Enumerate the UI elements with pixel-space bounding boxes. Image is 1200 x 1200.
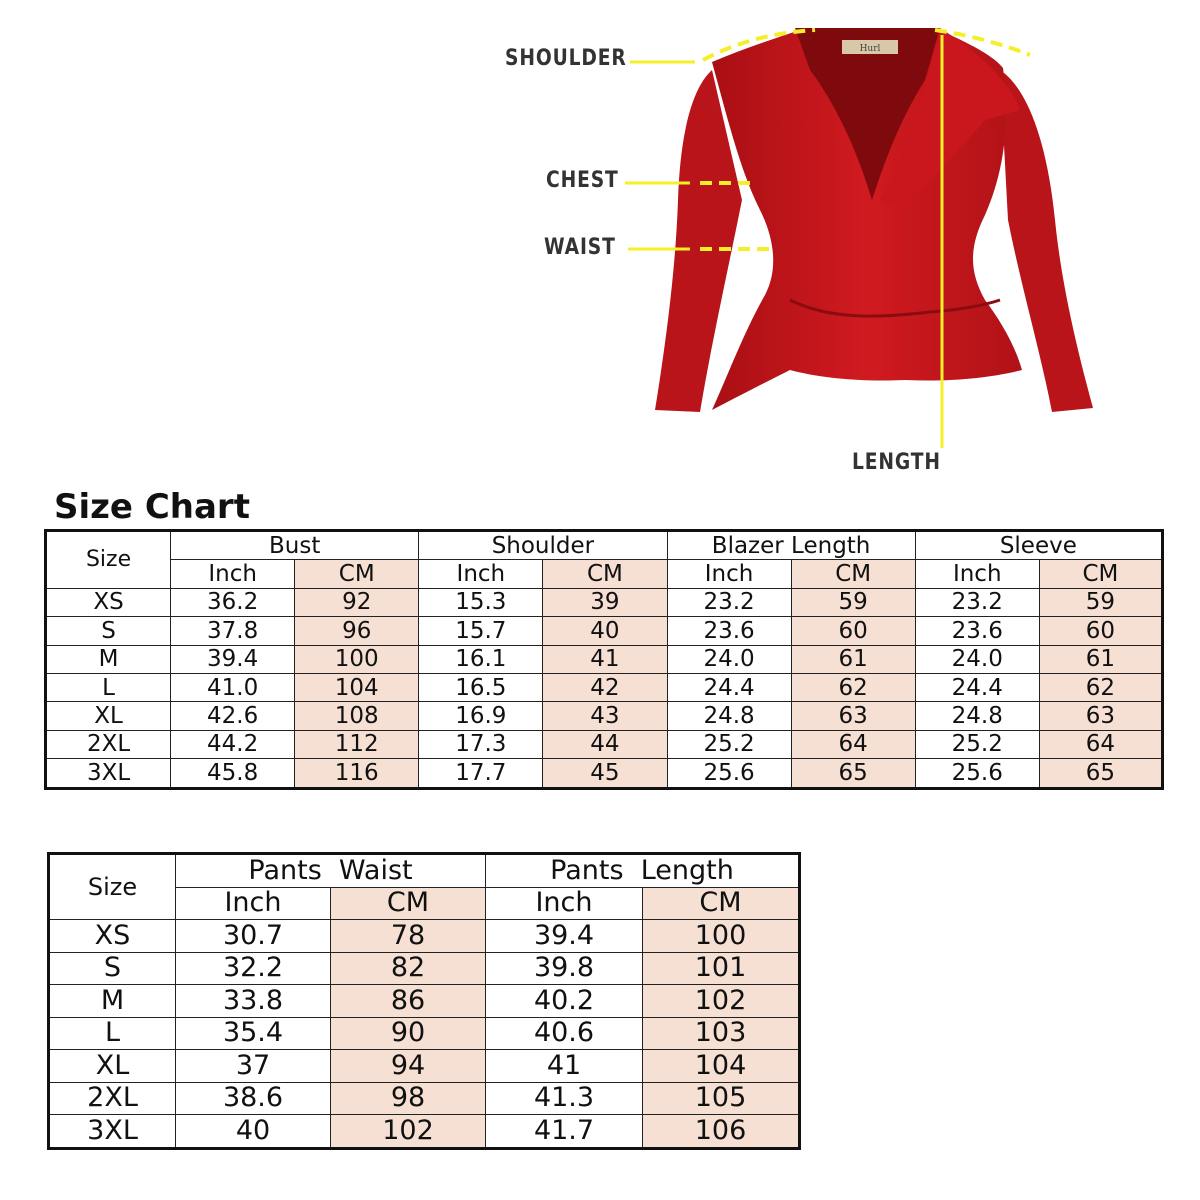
size-cell: XL xyxy=(46,702,171,730)
cm-value-cell: 108 xyxy=(295,702,419,730)
cm-value-cell: 59 xyxy=(1039,588,1162,616)
sleeve-header: Sleeve xyxy=(915,531,1162,560)
inch-value-cell: 32.2 xyxy=(176,952,331,985)
unit-inch: Inch xyxy=(419,560,543,588)
cm-value-cell: 63 xyxy=(791,702,915,730)
cm-value-cell: 86 xyxy=(331,985,486,1018)
inch-value-cell: 41.0 xyxy=(171,673,295,701)
pants-length-header: Pants Length xyxy=(486,854,800,888)
cm-value-cell: 90 xyxy=(331,1017,486,1050)
size-cell: 3XL xyxy=(46,759,171,788)
cm-value-cell: 78 xyxy=(331,920,486,953)
inch-value-cell: 15.3 xyxy=(419,588,543,616)
unit-cm: CM xyxy=(1039,560,1162,588)
cm-value-cell: 102 xyxy=(331,1115,486,1149)
group-header-row xyxy=(49,854,800,888)
unit-inch: Inch xyxy=(667,560,791,588)
inch-value-cell: 38.6 xyxy=(176,1082,331,1115)
inch-value-cell: 35.4 xyxy=(176,1017,331,1050)
cm-value-cell: 104 xyxy=(643,1050,800,1083)
cm-value-cell: 45 xyxy=(543,759,667,788)
inch-value-cell: 40.2 xyxy=(486,985,643,1018)
blazer-length-header: Blazer Length xyxy=(667,531,915,560)
cm-value-cell: 101 xyxy=(643,952,800,985)
cm-value-cell: 60 xyxy=(1039,617,1162,645)
size-column-header: Size xyxy=(46,531,171,589)
size-cell: 3XL xyxy=(49,1115,176,1149)
cm-value-cell: 62 xyxy=(791,673,915,701)
jacket-illustration xyxy=(0,0,1200,490)
cm-value-cell: 42 xyxy=(543,673,667,701)
inch-value-cell: 17.3 xyxy=(419,730,543,758)
inch-value-cell: 23.2 xyxy=(667,588,791,616)
cm-value-cell: 116 xyxy=(295,759,419,788)
inch-value-cell: 23.6 xyxy=(667,617,791,645)
cm-value-cell: 100 xyxy=(295,645,419,673)
inch-value-cell: 36.2 xyxy=(171,588,295,616)
cm-value-cell: 112 xyxy=(295,730,419,758)
size-cell: L xyxy=(49,1017,176,1050)
shoulder-header: Shoulder xyxy=(419,531,667,560)
unit-cm: CM xyxy=(643,887,800,920)
cm-value-cell: 61 xyxy=(1039,645,1162,673)
inch-value-cell: 15.7 xyxy=(419,617,543,645)
size-cell: 2XL xyxy=(49,1082,176,1115)
inch-value-cell: 24.0 xyxy=(667,645,791,673)
pants-size-table xyxy=(47,852,801,1150)
inch-value-cell: 23.2 xyxy=(915,588,1039,616)
inch-value-cell: 37.8 xyxy=(171,617,295,645)
cm-value-cell: 39 xyxy=(543,588,667,616)
size-chart-title: Size Chart xyxy=(54,487,250,527)
cm-value-cell: 40 xyxy=(543,617,667,645)
cm-value-cell: 105 xyxy=(643,1082,800,1115)
size-cell: XL xyxy=(49,1050,176,1083)
cm-value-cell: 43 xyxy=(543,702,667,730)
inch-value-cell: 41 xyxy=(486,1050,643,1083)
cm-value-cell: 41 xyxy=(543,645,667,673)
size-cell: XS xyxy=(46,588,171,616)
group-header-row xyxy=(46,531,1163,560)
table-row xyxy=(46,673,1163,701)
inch-value-cell: 44.2 xyxy=(171,730,295,758)
cm-value-cell: 82 xyxy=(331,952,486,985)
inch-value-cell: 24.8 xyxy=(667,702,791,730)
jacket-size-table xyxy=(44,529,1164,790)
chest-label: CHEST xyxy=(546,168,619,193)
inch-value-cell: 25.6 xyxy=(667,759,791,788)
table-row xyxy=(46,588,1163,616)
size-cell: M xyxy=(49,985,176,1018)
inch-value-cell: 42.6 xyxy=(171,702,295,730)
table-row xyxy=(46,759,1163,788)
size-cell: L xyxy=(46,673,171,701)
cm-value-cell: 92 xyxy=(295,588,419,616)
unit-cm: CM xyxy=(791,560,915,588)
cm-value-cell: 65 xyxy=(1039,759,1162,788)
cm-value-cell: 62 xyxy=(1039,673,1162,701)
unit-header-row xyxy=(46,560,1163,588)
cm-value-cell: 100 xyxy=(643,920,800,953)
inch-value-cell: 24.4 xyxy=(667,673,791,701)
cm-value-cell: 106 xyxy=(643,1115,800,1149)
tag-text: Hurl xyxy=(859,44,881,54)
cm-value-cell: 44 xyxy=(543,730,667,758)
inch-value-cell: 40.6 xyxy=(486,1017,643,1050)
inch-value-cell: 25.2 xyxy=(667,730,791,758)
inch-value-cell: 23.6 xyxy=(915,617,1039,645)
pants-waist-header: Pants Waist xyxy=(176,854,486,888)
unit-inch: Inch xyxy=(486,887,643,920)
cm-value-cell: 60 xyxy=(791,617,915,645)
inch-value-cell: 37 xyxy=(176,1050,331,1083)
size-cell: 2XL xyxy=(46,730,171,758)
table-row xyxy=(49,1082,800,1115)
inch-value-cell: 24.8 xyxy=(915,702,1039,730)
unit-inch: Inch xyxy=(176,887,331,920)
table-row xyxy=(49,985,800,1018)
cm-value-cell: 96 xyxy=(295,617,419,645)
unit-cm: CM xyxy=(543,560,667,588)
unit-inch: Inch xyxy=(171,560,295,588)
inch-value-cell: 24.4 xyxy=(915,673,1039,701)
table-row xyxy=(46,617,1163,645)
table-row xyxy=(49,920,800,953)
cm-value-cell: 104 xyxy=(295,673,419,701)
cm-value-cell: 103 xyxy=(643,1017,800,1050)
inch-value-cell: 16.9 xyxy=(419,702,543,730)
table-row xyxy=(49,1050,800,1083)
size-cell: M xyxy=(46,645,171,673)
cm-value-cell: 102 xyxy=(643,985,800,1018)
cm-value-cell: 98 xyxy=(331,1082,486,1115)
cm-value-cell: 61 xyxy=(791,645,915,673)
size-column-header: Size xyxy=(49,854,176,920)
waist-label: WAIST xyxy=(544,235,616,260)
inch-value-cell: 41.3 xyxy=(486,1082,643,1115)
cm-value-cell: 63 xyxy=(1039,702,1162,730)
table-row xyxy=(49,1017,800,1050)
table-row xyxy=(49,952,800,985)
size-cell: XS xyxy=(49,920,176,953)
inch-value-cell: 30.7 xyxy=(176,920,331,953)
table-row xyxy=(49,1115,800,1149)
inch-value-cell: 33.8 xyxy=(176,985,331,1018)
cm-value-cell: 65 xyxy=(791,759,915,788)
inch-value-cell: 24.0 xyxy=(915,645,1039,673)
inch-value-cell: 16.1 xyxy=(419,645,543,673)
cm-value-cell: 94 xyxy=(331,1050,486,1083)
inch-value-cell: 25.2 xyxy=(915,730,1039,758)
inch-value-cell: 39.8 xyxy=(486,952,643,985)
inch-value-cell: 17.7 xyxy=(419,759,543,788)
inch-value-cell: 39.4 xyxy=(486,920,643,953)
shoulder-label: SHOULDER xyxy=(505,46,627,71)
cm-value-cell: 64 xyxy=(1039,730,1162,758)
inch-value-cell: 39.4 xyxy=(171,645,295,673)
cm-value-cell: 59 xyxy=(791,588,915,616)
size-cell: S xyxy=(46,617,171,645)
length-label: LENGTH xyxy=(852,450,941,475)
unit-cm: CM xyxy=(295,560,419,588)
size-cell: S xyxy=(49,952,176,985)
inch-value-cell: 16.5 xyxy=(419,673,543,701)
bust-header: Bust xyxy=(171,531,419,560)
inch-value-cell: 25.6 xyxy=(915,759,1039,788)
inch-value-cell: 40 xyxy=(176,1115,331,1149)
table-row xyxy=(46,645,1163,673)
unit-inch: Inch xyxy=(915,560,1039,588)
table-row xyxy=(46,702,1163,730)
inch-value-cell: 41.7 xyxy=(486,1115,643,1149)
cm-value-cell: 64 xyxy=(791,730,915,758)
unit-cm: CM xyxy=(331,887,486,920)
inch-value-cell: 45.8 xyxy=(171,759,295,788)
table-row xyxy=(46,730,1163,758)
